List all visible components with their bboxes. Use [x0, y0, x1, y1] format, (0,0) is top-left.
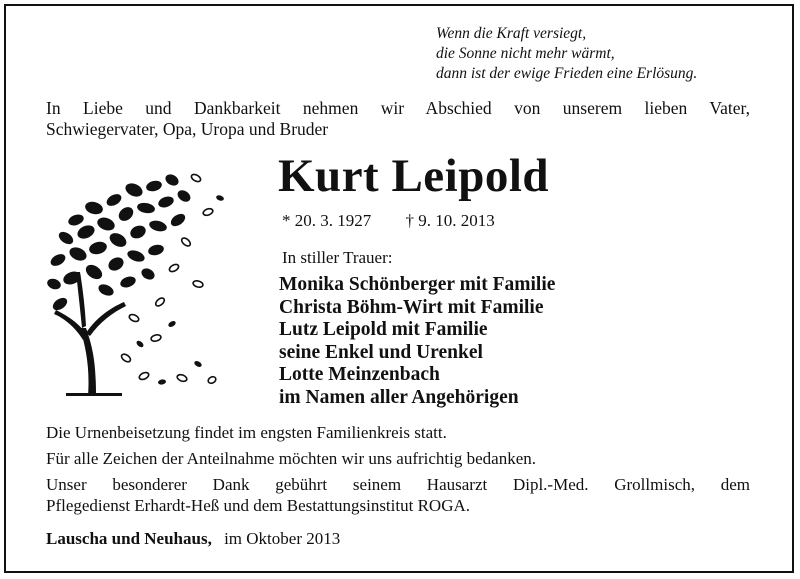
poem-line: dann ist der ewige Frieden eine Erlösung. [436, 65, 698, 82]
intro-line: In Liebe und Dankbarkeit nehmen wir Abschied von unserem lieben Vater, [46, 98, 750, 118]
mourning-heading: In stiller Trauer: [282, 248, 393, 267]
mourners-list [279, 274, 555, 410]
thanks-note: Für alle Zeichen der Anteilnahme möchten wir uns aufrichtig bedanken. [46, 449, 537, 468]
burial-note: Die Urnenbeisetzung findet im engsten Familienkreis statt. [46, 423, 447, 442]
deceased-name: Kurt Leipold [278, 150, 550, 202]
mourner-item: seine Enkel und Urenkel [279, 341, 483, 363]
intro-line: Schwiegervater, Opa, Uropa und Bruder [46, 119, 329, 139]
death-date: † 9. 10. 2013 [405, 211, 495, 230]
mourner-item: Christa Böhm-Wirt mit Familie [279, 296, 544, 318]
poem-line: Wenn die Kraft versiegt, [436, 25, 587, 42]
mourner-item: Lutz Leipold mit Familie [279, 319, 488, 341]
special-thanks-note [46, 474, 750, 516]
mourner-item: Monika Schönberger mit Familie [279, 274, 556, 295]
poem-line: die Sonne nicht mehr wärmt, [436, 45, 615, 62]
mourner-item: im Namen aller Angehörigen [279, 386, 519, 408]
intro-text [46, 98, 750, 140]
poem [436, 24, 697, 84]
mourner-item: Lotte Meinzenbach [279, 364, 440, 386]
life-dates [282, 211, 495, 231]
tree-with-falling-leaves-icon [36, 168, 226, 398]
birth-date: * 20. 3. 1927 [282, 211, 372, 230]
closing-place: Lauscha und Neuhaus, [46, 529, 212, 548]
closing-date: im Oktober 2013 [224, 529, 341, 548]
closing-line [46, 529, 340, 549]
special-thanks-line: Pflegedienst Erhardt-Heß und dem Bestattungsinstitut ROGA. [46, 496, 470, 515]
special-thanks-line: Unser besonderer Dank gebührt seinem Hausarzt Dipl.-Med. Grollmisch, dem [46, 475, 750, 494]
